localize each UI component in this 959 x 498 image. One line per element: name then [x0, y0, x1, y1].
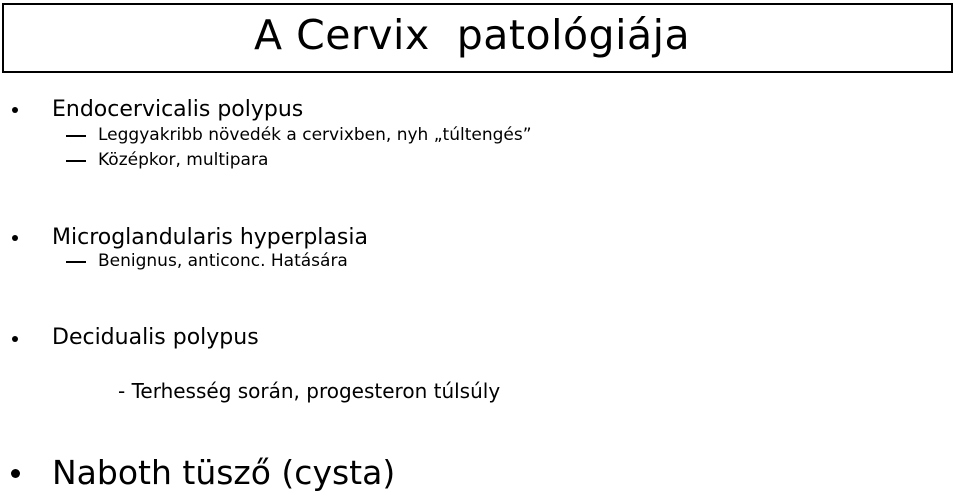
bullet-point [12, 336, 18, 342]
section-note: - Terhesség során, progesteron túlsúly [118, 379, 501, 403]
section-heading: Microglandularis hyperplasia [52, 225, 368, 250]
section-heading: Naboth tüsző (cysta) [52, 453, 396, 492]
bullet-point [12, 235, 18, 241]
subitem-text: Leggyakribb növedék a cervixben, nyh „túltengés” [98, 125, 532, 145]
dash-marker [66, 135, 86, 137]
bullet-point [12, 107, 18, 113]
bullet-point [11, 469, 20, 478]
slide-title: A Cervix patológiája [254, 11, 691, 59]
section-heading: Decidualis polypus [52, 325, 259, 350]
dash-marker [66, 160, 86, 162]
subitem-text: Középkor, multipara [98, 150, 269, 170]
dash-marker [66, 261, 86, 263]
section-heading: Endocervicalis polypus [52, 97, 304, 122]
subitem-text: Benignus, anticonc. Hatására [98, 251, 348, 271]
